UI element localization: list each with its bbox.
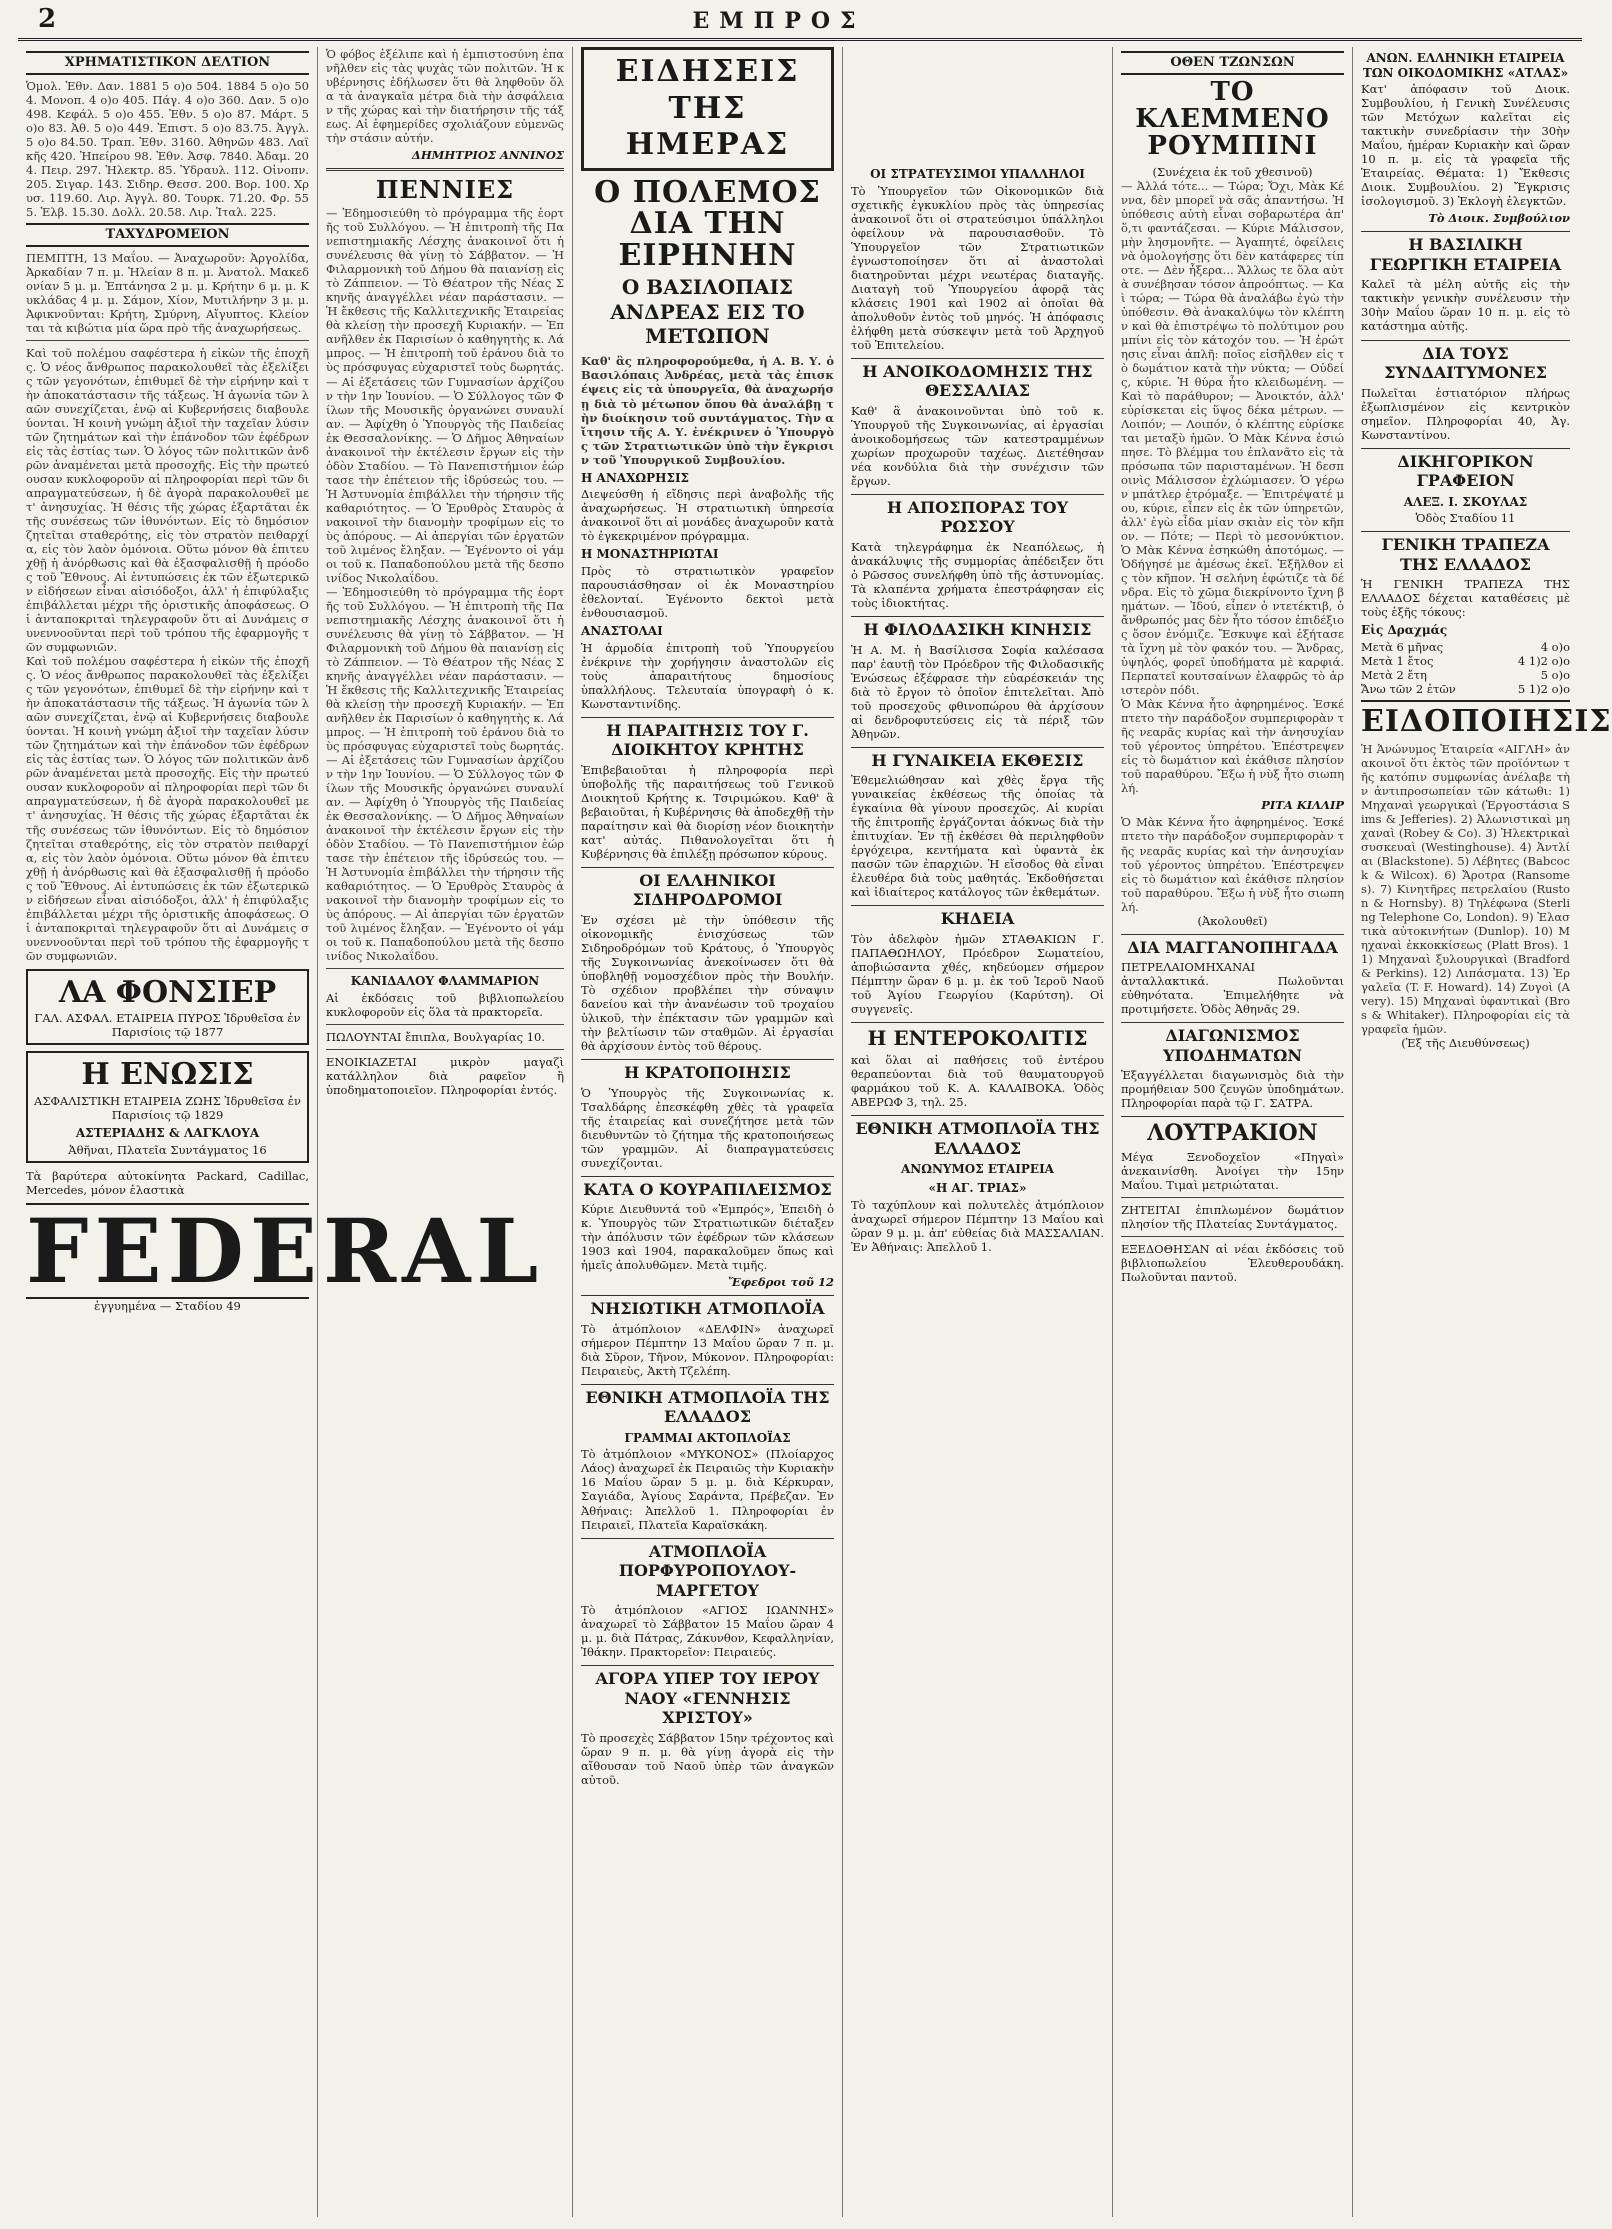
s1-text: Διεψεύσθη ἡ εἴδησις περὶ ἀναβολῆς τῆς ἀναχωρήσεως. Ἡ στρατιωτικὴ ὑπηρεσία ἀνακοινοῖ ὅτι αἱ μονάδες ἀναχωροῦν κατὰ τὸ ἐγκεκριμένον πρόγραμμα. — [581, 487, 834, 544]
divider — [1121, 1197, 1344, 1198]
krat-title: Η ΚΡΑΤΟΠΟΙΗΣΙΣ — [581, 1059, 834, 1083]
s4-title: Η ΦΙΛΟΔΑΣΙΚΗ ΚΙΝΗΣΙΣ — [851, 616, 1104, 640]
column-3 — [573, 47, 843, 2217]
headline-1: Ο ΠΟΛΕΜΟΣ ΔΙΑ ΤΗΝ ΕΙΡΗΝΗΝ — [594, 174, 821, 273]
ship-name: «Η ΑΓ. ΤΡΙΑΣ» — [928, 1181, 1027, 1196]
serial-story-2: Ὁ Μὰκ Κέννα ἦτο ἀφηρημένος. Ἐσκέπτετο τὴν παράδοξον συμπεριφορὰν τῆς νεαρᾶς κυρίας καὶ τὴν ἀνησυχίαν τοῦ γέροντος ὑπηρέτου. Ἐπέστρεψεν εἰς τὸ δωμάτιον καὶ ἐκάθισε πλησίον τοῦ παραθύρου. Ἔξω ἡ νὺξ ἦτο σιωπηλή. — [1121, 815, 1344, 914]
atlas-sign: Τὸ Διοικ. Συμβούλιον — [1428, 211, 1570, 226]
pennies-text: — Ἐδημοσιεύθη τὸ πρόγραμμα τῆς ἑορτῆς τοῦ Συλλόγου. — Ἡ ἐπιτροπὴ τῆς Πανεπιστημιακῆς Λέσχης ἀνακοινοῖ ὅτι ἡ συνέλευσις θὰ γίνῃ τὸ Σάββατον. — Ἡ Φιλαρμονικὴ τοῦ Δήμου θὰ παιανίσῃ εἰς τὸ Ζάππειον. — Τὸ Θέατρον τῆς Νέας Σκηνῆς ἀναγγέλλει νέαν παράστασιν. — Ἡ ἔκθεσις τῆς Καλλιτεχνικῆς Ἑταιρείας θὰ κλείσῃ τὴν προσεχῆ Κυριακήν. — Ἐπανῆλθεν ἐκ Παρισίων ὁ καθηγητὴς κ. Λάμπρος. — Ἡ ἐπιτροπὴ τοῦ ἐράνου διὰ τοὺς πρόσφυγας εὐχαριστεῖ τοὺς δωρητάς. — Αἱ ἐξετάσεις τῶν Γυμνασίων ἀρχίζουν τὴν 1ην Ἰουνίου. — Ὁ Σύλλογος τῶν Φίλων τῆς Μουσικῆς ὀργανώνει συναυλίαν. — Ἀφίχθη ὁ Ὑπουργὸς τῆς Παιδείας ἐκ Θεσσαλονίκης. — Ὁ Δῆμος Ἀθηναίων ἀνακοινοῖ τὴν ἐκτέλεσιν ἔργων εἰς τὴν ὁδὸν Σταδίου. — Τὸ Πανεπιστήμιον ἐώρτασε τὴν ἐπέτειον τῆς ἱδρύσεώς του. — Ἡ Ἀστυνομία ἐπιβάλλει τὴν τήρησιν τῆς καθαριότητος. — Ὁ Ἐρυθρὸς Σταυρὸς ἀνακοινοῖ τὴν διανομὴν τροφίμων εἰς τοὺς ἀπόρους. — Αἱ ἀπεργίαι τῶν ἐργατῶν τοῦ λιμένος ἔληξαν. — Ἐγένοντο οἱ γάμοι τοῦ κ. Παπαδοπούλου μετὰ τῆς δεσποινίδος Νικολαΐδου. — [326, 206, 564, 585]
federal-lead: Τὰ βαρύτερα αὐτοκίνητα Packard, Cadillac, Mercedes, μόνον ἐλαστικὰ — [26, 1168, 309, 1197]
rate-value: 5 1)2 ο)ο — [1517, 682, 1570, 697]
finance-text: Ὁμολ. Ἐθν. Δαν. 1881 5 ο)ο 504. 1884 5 ο)ο 504. Μονοπ. 4 ο)ο 405. Πάγ. 4 ο)ο 360. Δαν. 5 ο)ο 498. Κεφάλ. 5 ο)ο 455. Ἐθν. 5 ο)ο 87. Μάρτ. 5 ο)ο 83. Ἀθ. 5 ο)ο 449. Ἐπιστ. 5 ο)ο 83.75. Ἀγγλ. 5 ο)ο 84.50. Τραπ. Ἐθν. 3160. Ἀθηνῶν 483. Λαϊκῆς 420. Ἠπείρου 98. Ἐθν. Ἀσφ. 7840. Ἀδαμ. 204. Πειρ. 297. Ἡλεκτρ. 85. Ὑδραυλ. 112. Οἰνοπν. 205. Σιγαρ. 143. Σιδηρ. Θεσσ. 200. Βορ. 100. Χρυσ. 119.60. Λιρ. Ἀγγλ. 80. Τουρκ. 71.20. Φρ. 555. Ἑλβ. 15.30. Δολλ. 20.58. Λιρ. Ἰταλ. 225. — [26, 78, 309, 219]
rate-row — [1361, 682, 1570, 696]
post-title: ΤΑΧΥΔΡΟΜΕΙΟΝ — [26, 223, 309, 247]
column-5 — [1113, 47, 1353, 2217]
rate-term: Μετὰ 1 ἔτος — [1361, 653, 1434, 668]
rate-value: 4 ο)ο — [1540, 639, 1570, 654]
divider — [26, 340, 309, 341]
divider — [326, 168, 564, 171]
divider — [326, 1049, 564, 1050]
ship2-sub: ΓΡΑΜΜΑΙ ΑΚΤΟΠΛΟΪΑΣ — [624, 1430, 791, 1445]
s2-text: Πρὸς τὸ στρατιωτικὸν γραφεῖον παρουσιάσθησαν οἱ ἐκ Μοναστηρίου ἐθελονταί. Ἐγένοντο δεκτοὶ μετὰ ἐνθουσιασμοῦ. — [581, 563, 834, 620]
serial-story: — Ἀλλά τότε... — Τώρα; Ὄχι, Μὰκ Κέννα, δὲν μπορεῖ νὰ σᾶς ἀπαντήσω. Ἡ ὑπόθεσις αὐτὴ εἶναι σοβαρωτέρα ἀπ' ὅ,τι φαντάζεσαι. — Κύριε Μάλισσον, μὴν λησμονῆτε. — Ἀγαπητέ, ὀφείλεις νὰ ὁμολογήσῃς ὅτι δὲν κατάφερες τίποτε. — Δὲν ἦξερα... Ἄλλως τε ὅλα αὐτὰ συνέβησαν τόσον ἀπροόπτως. — Καὶ τώρα; — Τώρα θὰ ἀναλάβω ἐγὼ τὴν ὑπόθεσιν. Θὰ ἀνακαλύψω τὸν κλέπτην καὶ θὰ ἐπιστρέψω τὸ πολύτιμον ρουμπίνι εἰς τὸν κάτοχόν του. — Ἡ ἐρώτησις εἶναι ἁπλῆ: ποῖος εἰσῆλθεν εἰς τὸ δωμάτιον κατὰ τὴν νύκτα; — Οὐδείς, κύριε. Ἡ θύρα ἦτο κλειδωμένη. — Καὶ τὸ παράθυρον; — Ἀνοικτόν, ἀλλ' εὑρίσκεται εἰς ὕψος δέκα μέτρων. — Λοιπόν; — Λοιπόν, ὁ κλέπτης εὑρίσκεται μεταξὺ ἡμῶν. Ὁ Μὰκ Κέννα ἐσιώπησε. Τὸ βλέμμα του ἐπλανᾶτο εἰς τὰ πρόσωπα τῶν παρισταμένων. Ἡ δεσποινὶς Μάλισσον ἐχλώμιασεν. Ὁ γέρων μπάτλερ ἐτρόμαξε. — Ἐπιτρέψατέ μου, κύριε, εἶπεν εἰς ἐκ τῶν ὑπηρετῶν, ἀλλ' ἐγὼ εἶδα μίαν σκιὰν εἰς τὸν κῆπον. — Πότε; — Περὶ τὸ μεσονύκτιον. Ὁ Μὰκ Κέννα ἐσηκώθη ἀποτόμως. — Ὁδήγησέ με ἀμέσως ἐκεῖ. Ἐξῆλθον εἰς τὸν κῆπον. Ἡ σελήνη ἐφώτιζε τὰ δένδρα. Εἰς τὸ χῶμα διεκρίνοντο ἴχνη βημάτων. — Ἰδού, εἶπεν ὁ ντετέκτιβ, ὁ ἄνθρωπός μας δὲν ἦτο τόσον ἐπιδέξιος ὅσον ἐνόμιζε. Ἔσκυψε καὶ ἐξήτασε τὰ ἴχνη μὲ τὸν φακόν του. — Ἄνδρας, ὑψηλός, φορεῖ ὑποδήματα μὲ καρφιά. Περπατεῖ κουτσαίνων ἐλαφρῶς τὸ ἀριστερὸν πόδι. — [1121, 178, 1344, 698]
ad1-text: ΓΑΛ. ΑΣΦΑΛ. ΕΤΑΙΡΕΙΑ ΠΥΡΟΣ Ἱδρυθεῖσα ἐν Παρισίοις τῷ 1877 — [34, 1011, 301, 1040]
ad5: ΕΞΕΔΟΘΗΣΑΝ αἱ νέαι ἐκδόσεις τοῦ βιβλιοπωλείου Ἐλευθερουδάκη. Πωλοῦνται παντοῦ. — [1121, 1242, 1344, 1285]
notice1-text: Αἱ ἐκδόσεις τοῦ βιβλιοπωλείου κυκλοφοροῦν εἰς ὅλα τὰ πρακτορεῖα. — [326, 990, 564, 1019]
divider — [326, 1024, 564, 1025]
bank-title: ΓΕΝΙΚΗ ΤΡΑΠΕΖΑ ΤΗΣ ΕΛΛΑΔΟΣ — [1361, 531, 1570, 574]
column-4 — [843, 47, 1113, 2217]
krat-text: Ὁ Ὑπουργὸς τῆς Συγκοινωνίας κ. Τσαλδάρης ἐπεσκέφθη χθὲς τὰ γραφεῖα τῆς ἑταιρείας καὶ συνεζήτησε μετὰ τῶν διευθυντῶν τὸ ζήτημα τῆς κρατοποιήσεως τῶν γραμμῶν. Αἱ διαπραγματεύσεις συνεχίζονται. — [581, 1085, 834, 1170]
church-text: Τὸ προσεχὲς Σάββατον 15ην τρέχοντος καὶ ὥραν 9 π. μ. θὰ γίνῃ ἀγορὰ εἰς τὴν αἴθουσαν τοῦ Ναοῦ ὑπὲρ τῶν ἀναγκῶν αὐτοῦ. — [581, 1730, 834, 1787]
ad1-title: ΛΑ ΦΟΝΣΙΕΡ — [58, 974, 277, 1010]
ship2-title: ΕΘΝΙΚΗ ΑΤΜΟΠΛΟΪΑ ΤΗΣ ΕΛΛΑΔΟΣ — [581, 1384, 834, 1427]
ad2-text: Ἐξαγγέλλεται διαγωνισμὸς διὰ τὴν προμήθειαν 500 ζευγῶν ὑποδημάτων. Πληροφορίαι παρὰ τῷ Γ. ΣΑΤΡΑ. — [1121, 1068, 1344, 1111]
s3-title: ΑΝΑΣΤΟΛΑΙ — [581, 623, 663, 638]
ad2-title: Η ΕΝΩΣΙΣ — [81, 1057, 254, 1093]
agents: ΑΣΤΕΡΙΑΔΗΣ & ΛΑΓΚΛΟΥΑ — [75, 1125, 260, 1140]
notices-title: ΕΙΔΟΠΟΙΗΣΙΣ — [1361, 700, 1570, 738]
law-title: ΔΙΚΗΓΟΡΙΚΟΝ ΓΡΑΦΕΙΟΝ — [1361, 448, 1570, 491]
s2-title: Η ΑΝΟΙΚΟΔΟΜΗΣΙΣ ΤΗΣ ΘΕΣΣΑΛΙΑΣ — [851, 358, 1104, 401]
notice1-title: ΚΑΝΙΔΑΛΟΥ ΦΛΑΜΜΑΡΙΟΝ — [350, 974, 540, 989]
ship1-title: ΝΗΣΙΩΤΙΚΗ ΑΤΜΟΠΛΟΪΑ — [581, 1295, 834, 1319]
syndait-text: Πωλεῖται ἑστιατόριον πλήρως ἐξωπλισμένον εἰς κεντρικὸν σημεῖον. Πληροφορίαι 40, Ἀγ. Κωνσταντίνου. — [1361, 385, 1570, 442]
serial-author: ΡΙΤΑ ΚΙΛΛΙΡ — [1261, 798, 1344, 813]
atlas-title: ΑΝΩΝ. ΕΛΛΗΝΙΚΗ ΕΤΑΙΡΕΙΑ ΤΩΝ ΟΙΚΟΔΟΜΙΚΗΣ «ΑΤΛΑΣ» — [1362, 51, 1569, 80]
masthead — [18, 0, 1582, 41]
s3-text: Ἡ ἁρμοδία ἐπιτροπὴ τοῦ Ὑπουργείου ἐνέκρινε τὴν χορήγησιν ἀναστολῶν εἰς τοὺς ἀπαραιτήτους δημοσίους ὑπαλλήλους. Τελευταία ὑπογραφὴ ὁ κ. Κωνσταντινίδης. — [581, 640, 834, 711]
law-addr: Ὁδὸς Σταδίου 11 — [1415, 511, 1516, 526]
ad1-title: ΔΙΑ ΜΑΓΓΑΝΟΠΗΓΑΔΑ — [1121, 934, 1344, 958]
notices-text: Ἡ Ἀνώνυμος Ἑταιρεία «ΑΙΓΛΗ» ἀνακοινοῖ ὅτι ἐκτὸς τῶν προϊόντων τῆς κατόπιν συμφωνίας ἀνέλαβε τὴν ἀντιπροσωπείαν τῶν κάτωθι: 1) Μηχαναὶ γεωργικαὶ (Ἐργοστάσια Sims & Jefferies). 2) Ἀλωνιστικαὶ μηχαναὶ (Robey & Co). 3) Ἠλεκτρικαὶ συσκευαὶ (Westinghouse). 4) Ἀντλίαι (Blackstone). 5) Λέβητες (Babcock & Wilcox). 6) Ἄροτρα (Ransomes). 7) Κινητῆρες πετρελαίου (Ruston & Hornsby). 8) Τηλέφωνα (Sterling Telephone Co, London). 9) Ἐλαστικὰ αὐτοκινήτων (Dunlop). 10) Μηχαναὶ ἐκκοκκίσεως (Platt Bros). 11) Μηχαναὶ ξυλουργικαὶ (Bradford & Perkins). 12) Λιπάσματα. 13) Ἐργαλεῖα (T. F. Howard). 14) Ζυγοὶ (Avery). 15) Μηχαναὶ ὑφαντικαὶ (Bros & Whitaker). Πληροφορίαι εἰς τὰ γραφεῖα ἡμῶν. — [1361, 741, 1570, 1036]
notices-end: (Ἐξ τῆς Διευθύνσεως) — [1401, 1035, 1530, 1050]
ship2-text: Τὸ ἀτμόπλοιον «ΜΥΚΟΝΟΣ» (Πλοίαρχος Λάος) ἀναχωρεῖ ἐκ Πειραιῶς τὴν Κυριακὴν 16 Μαΐου ὥραν 5 μ. μ. διὰ Κέρκυραν, Σαγιάδα, Ἀγίους Σαράντα, Πρέβεζαν. Ἐν Ἀθήναις: Ἀπελλοῦ 1. Πληροφορίαι ἐν Πειραιεῖ, Πλατεῖα Καραϊσκάκη. — [581, 1447, 834, 1532]
notice2: ΠΩΛΟΥΝΤΑΙ ἔπιπλα, Βουλγαρίας 10. — [326, 1029, 545, 1044]
headline-2: Ο ΒΑΣΙΛΟΠΑΙΣ ΑΝΔΡΕΑΣ ΕΙΣ ΤΟ ΜΕΤΩΠΟΝ — [610, 275, 805, 349]
s1-text: Τὸ Ὑπουργεῖον τῶν Οἰκονομικῶν διὰ σχετικῆς ἐγκυκλίου πρὸς τὰς ὑπηρεσίας ἀνακοινοῖ ὅτι οἱ στρατεύσιμοι ὑπάλληλοι ὀφείλουν νὰ παρουσιασθοῦν. Τὸ Ὑπουργεῖον τῶν Στρατιωτικῶν ἐγνωστοποίησεν ὅτι αἱ ἀναστολαὶ διατηροῦνται μέχρι νεωτέρας διαταγῆς. Διαταγὴ τοῦ Ὑπουργείου ἀφορᾷ τὰς κλάσεις 1901 καὶ 1902 αἱ ὁποῖαι θὰ ἀπολυθοῦν ἐντὸς τοῦ μηνός. Ἡ ἀπόφασις ἐλήφθη μετὰ σύσκεψιν μετὰ τοῦ Ἀρχηγοῦ τοῦ Ἐπιτελείου. — [851, 183, 1104, 352]
ship3-text: Τὸ ἀτμόπλοιον «ΑΓΙΟΣ ΙΩΑΝΝΗΣ» ἀναχωρεῖ τὸ Σάββατον 15 Μαΐου ὥραν 4 μ. μ. διὰ Πάτρας, Ζάκυνθον, Κεφαλληνίαν, Ἰθάκην. Πρακτορεῖον: Πειραιεύς. — [581, 1603, 834, 1660]
s3-text: Κατὰ τηλεγράφημα ἐκ Νεαπόλεως, ἡ ἀνακάλυψις τῆς συμμορίας ἀπέδειξεν ὅτι ὁ Ρῶσσος συνελήφθη ὑπὸ τῆς ἀστυνομίας. Τὰ κλαπέντα χρήματα ἐπεστράφησαν εἰς τοὺς ἰδιοκτήτας. — [851, 539, 1104, 611]
church-title: ΑΓΟΡΑ ΥΠΕΡ ΤΟΥ ΙΕΡΟΥ ΝΑΟΥ «ΓΕΝΝΗΣΙΣ ΧΡΙΣΤΟΥ» — [581, 1665, 834, 1728]
paper-name: ΕΜΠΡΟΣ — [692, 8, 866, 34]
agents-addr: Ἀθῆναι, Πλατεῖα Συντάγματος 16 — [68, 1142, 267, 1157]
s3-title: Η ΑΠΟΣΠΟΡΑΣ ΤΟΥ ΡΩΣΣΟΥ — [851, 494, 1104, 537]
bank-text: Ἡ ΓΕΝΙΚΗ ΤΡΑΠΕΖΑ ΤΗΣ ΕΛΛΑΔΟΣ δέχεται καταθέσεις μὲ τοὺς ἑξῆς τόκους: — [1361, 577, 1570, 620]
federal-sub: ἐγγυημένα — Σταδίου 49 — [94, 1298, 241, 1313]
serial-header: ΟΘΕΝ ΤΖΩΝΣΩΝ — [1121, 51, 1344, 75]
s5-text: Ἐθεμελιώθησαν καὶ χθὲς ἔργα τῆς γυναικείας ἐκθέσεως τῆς ὁποίας τὰ ἐγκαίνια θὰ γίνουν προσεχῶς. Αἱ κυρίαι τῆς ἐπιτροπῆς ἐργάζονται ἀόκνως διὰ τὴν ἐπιτυχίαν. Ἐν τῇ ἐκθέσει θὰ περιληφθοῦν ἐργόχειρα, κεντήματα καὶ ὑφαντὰ ἐκ πασῶν τῶν ἐπαρχιῶν. Ἡ εἴσοδος θὰ εἶναι ἐλευθέρα διὰ τοὺς μαθητάς. Ἐκδοθήσεται καὶ ἰδιαίτερος κατάλογος τῶν ἐκθεμάτων. — [851, 773, 1104, 900]
rate-value: 4 1)2 ο)ο — [1517, 653, 1570, 668]
serial-end: (Ἀκολουθεῖ) — [1197, 913, 1268, 928]
ship-sub: ΑΝΩΝΥΜΟΣ ΕΤΑΙΡΕΙΑ — [901, 1162, 1054, 1177]
columns — [18, 47, 1612, 2217]
kour-text: Κύριε Διευθυντά τοῦ «Ἐμπρός», Ἐπειδὴ ὁ κ. Ὑπουργὸς τῶν Στρατιωτικῶν διέταξεν τὴν ἀπόλυσιν τῶν ἐφέδρων τῶν κλάσεων 1903 καὶ 1904, παρακαλοῦμεν ὅπως καὶ ἡμεῖς ἀπολυθῶμεν. Μετὰ τιμῆς. — [581, 1202, 834, 1273]
obit-title: ΚΗΔΕΙΑ — [851, 905, 1104, 929]
pennies-title: ΠΕΝΝΙΕΣ — [375, 175, 515, 205]
ship1-text: Τὸ ἀτμόπλοιον «ΔΕΛΦΙΝ» ἀναχωρεῖ σήμερον Πέμπτην 13 Μαΐου ὥραν 7 π. μ. διὰ Σῦρον, Τῆνον, Μύκονον. Πληροφορίαι: Πειραιεὺς, Ἀκτὴ Τζελέπη. — [581, 1321, 834, 1378]
serial-story-cont: Ὁ Μὰκ Κέννα ἦτο ἀφηρημένος. Ἐσκέπτετο τὴν παράδοξον συμπεριφορὰν τῆς νεαρᾶς κυρίας καὶ τὴν ἀνησυχίαν τοῦ γέροντος ὑπηρέτου. Ἐπέστρεψεν εἰς τὸ δωμάτιον καὶ ἐκάθισε πλησίον τοῦ παραθύρου. Ἔξω ἡ νὺξ ἦτο σιωπηλή. — [1121, 697, 1344, 796]
law-name: ΑΛΕΞ. Ι. ΣΚΟΥΛΑΣ — [1403, 494, 1528, 509]
s4-text: Ἡ Α. Μ. ἡ Βασίλισσα Σοφία καλέσασα παρ' ἑαυτῇ τὸν Πρόεδρον τῆς Φιλοδασικῆς Ἑνώσεως ἐξέφρασε τὴν εὐαρέσκειάν της διὰ τὸ ἔργον τὸ ὁποῖον ἐπιτελεῖται. Ἀπὸ τοῦ προσεχοῦς φθινοπώρου θὰ ἀρχίσουν αἱ δενδροφυτεύσεις εἰς τὰ πέριξ τῶν Ἀθηνῶν. — [851, 642, 1104, 741]
kour-title: ΚΑΤΑ Ο ΚΟΥΡΑΠΙΛΕΙΣΜΟΣ — [581, 1176, 834, 1200]
ad-la-fonsier — [26, 969, 309, 1046]
finance-title: ΧΡΗΜΑΤΙΣΤΙΚΟΝ ΔΕΛΤΙΟΝ — [26, 51, 309, 75]
s1-title: ΟΙ ΣΤΡΑΤΕΥΣΙΜΟΙ ΥΠΑΛΛΗΛΟΙ — [870, 167, 1085, 181]
federal-logo: FEDERAL — [26, 1198, 545, 1303]
rate-row — [1361, 654, 1570, 668]
ent-title: Η ΕΝΤΕΡΟΚΟΛΙΤΙΣ — [851, 1022, 1104, 1050]
rate-term: Ἄνω τῶν 2 ἐτῶν — [1361, 682, 1456, 697]
s5-title: Η ΓΥΝΑΙΚΕΙΑ ΕΚΘΕΣΙΣ — [851, 747, 1104, 771]
ent-text: καὶ ὅλαι αἱ παθήσεις τοῦ ἐντέρου θεραπεύονται διὰ τοῦ θαυματουργοῦ φαρμάκου τοῦ Κ. Α. ΚΑΛΑΙΒΟΚΑ. Ὁδὸς ΑΒΕΡΩΦ 3, τηλ. 25. — [851, 1053, 1104, 1110]
rate-term: Μετὰ 6 μῆνας — [1361, 639, 1444, 654]
s2-text: Καθ' ἃ ἀνακοινοῦνται ὑπὸ τοῦ κ. Ὑπουργοῦ τῆς Συγκοινωνίας, αἱ ἐργασίαι ἀνοικοδομήσεως τῶν κατεστραμμένων χωρίων προχωροῦν ταχέως. Διετέθησαν νέα κονδύλια διὰ τὴν συνέχισιν τῶν ἔργων. — [851, 403, 1104, 488]
pennies-text-cont: — Ἐδημοσιεύθη τὸ πρόγραμμα τῆς ἑορτῆς τοῦ Συλλόγου. — Ἡ ἐπιτροπὴ τῆς Πανεπιστημιακῆς Λέσχης ἀνακοινοῖ ὅτι ἡ συνέλευσις θὰ γίνῃ τὸ Σάββατον. — Ἡ Φιλαρμονικὴ τοῦ Δήμου θὰ παιανίσῃ εἰς τὸ Ζάππειον. — Τὸ Θέατρον τῆς Νέας Σκηνῆς ἀναγγέλλει νέαν παράστασιν. — Ἡ ἔκθεσις τῆς Καλλιτεχνικῆς Ἑταιρείας θὰ κλείσῃ τὴν προσεχῆ Κυριακήν. — Ἐπανῆλθεν ἐκ Παρισίων ὁ καθηγητὴς κ. Λάμπρος. — Ἡ ἐπιτροπὴ τοῦ ἐράνου διὰ τοὺς πρόσφυγας εὐχαριστεῖ τοὺς δωρητάς. — Αἱ ἐξετάσεις τῶν Γυμνασίων ἀρχίζουν τὴν 1ην Ἰουνίου. — Ὁ Σύλλογος τῶν Φίλων τῆς Μουσικῆς ὀργανώνει συναυλίαν. — Ἀφίχθη ὁ Ὑπουργὸς τῆς Παιδείας ἐκ Θεσσαλονίκης. — Ὁ Δῆμος Ἀθηναίων ἀνακοινοῖ τὴν ἐκτέλεσιν ἔργων εἰς τὴν ὁδὸν Σταδίου. — Τὸ Πανεπιστήμιον ἐώρτασε τὴν ἐπέτειον τῆς ἱδρύσεώς του. — Ἡ Ἀστυνομία ἐπιβάλλει τὴν τήρησιν τῆς καθαριότητος. — Ὁ Ἐρυθρὸς Σταυρὸς ἀνακοινοῖ τὴν διανομὴν τροφίμων εἰς τοὺς ἀπόρους. — Αἱ ἀπεργίαι τῶν ἐργατῶν τοῦ λιμένος ἔληξαν. — Ἐγένοντο οἱ γάμοι τοῦ κ. Παπαδοπούλου μετὰ τῆς δεσποινίδος Νικολαΐδου. — [326, 584, 564, 964]
ship-title: ΕΘΝΙΚΗ ΑΤΜΟΠΛΟΪΑ ΤΗΣ ΕΛΛΑΔΟΣ — [851, 1115, 1104, 1158]
ad3-title: ΛΟΥΤΡΑΚΙΟΝ — [1121, 1116, 1344, 1147]
column-6 — [1353, 47, 1612, 2217]
column-2 — [318, 47, 573, 2217]
atlas-text: Κατ' ἀπόφασιν τοῦ Διοικ. Συμβουλίου, ἡ Γενικὴ Συνέλευσις τῶν Μετόχων καλεῖται εἰς τακτικὴν συνεδρίασιν τὴν 30ὴν Μαΐου, ἡμέραν Κυριακὴν καὶ ὥραν 10 π. μ. εἰς τὰ γραφεῖα τῆς Ἑταιρείας. Θέματα: 1) Ἔκθεσις Διοικ. Συμβουλίου. 2) Ἔγκρισις ἰσολογισμοῦ. 3) Ἐκλογὴ ἐλεγκτῶν. — [1361, 82, 1570, 209]
rail-title: ΟΙ ΕΛΛΗΝΙΚΟΙ ΣΙΔΗΡΟΔΡΟΜΟΙ — [581, 867, 834, 910]
divider — [1121, 1236, 1344, 1237]
ship-text: Τὸ ταχύπλουν καὶ πολυτελὲς ἀτμόπλοιον ἀναχωρεῖ σήμερον Πέμπτην 13 Μαΐου καὶ ὥραν 9 μ. μ. ἀπ' εὐθείας διὰ ΜΑΣΣΑΛΙΑΝ. Ἐν Ἀθήναις: Ἀπελλοῦ 1. — [851, 1197, 1104, 1254]
georgiki-title: Η ΒΑΣΙΛΙΚΗ ΓΕΩΡΓΙΚΗ ΕΤΑΙΡΕΙΑ — [1361, 231, 1570, 274]
ship3-title: ΑΤΜΟΠΛΟΪΑ ΠΟΡΦΥΡΟΠΟΥΛΟΥ-ΜΑΡΓΕΤΟΥ — [581, 1538, 834, 1601]
serial-title: ΤΟ ΚΛΕΜΜΕΝΟ ΡΟΥΜΠΙΝΙ — [1135, 76, 1330, 162]
ad3-text: Μέγα Ξενοδοχεῖον «Πηγαὶ» ἀνεκαινίσθη. Ἀνοίγει τὴν 15ην Μαΐου. Τιμαὶ μετριώταται. — [1121, 1150, 1344, 1193]
kour-sign: Ἔφεδροι τοῦ 12 — [728, 1275, 834, 1290]
ad4: ΖΗΤΕΙΤΑΙ ἐπιπλωμένον δωμάτιον πλησίον τῆς Πλατείας Συντάγματος. — [1121, 1203, 1344, 1232]
divider — [326, 968, 564, 969]
s2-title: Η ΜΟΝΑΣΤΗΡΙΩΤΑΙ — [581, 547, 719, 562]
rate-term: Μετὰ 2 ἔτη — [1361, 668, 1427, 682]
ad-enosis — [26, 1051, 309, 1162]
paraitesis-text: Ἐπιβεβαιοῦται ἡ πληροφορία περὶ ὑποβολῆς τῆς παραιτήσεως τοῦ Γενικοῦ Διοικητοῦ Κρήτης κ. Τσιριμώκου. Καθ' ἃ βεβαιοῦται, ἡ Κυβέρνησις θὰ ἀποδεχθῇ τὴν παραίτησιν καὶ θὰ διορίσῃ νέον διοικητὴν κατ' αὐτάς. Πιθανολογεῖται ὅτι ἡ Κυβέρνησις θὰ ἐπιλέξῃ πρόσωπον κύρους. — [581, 762, 834, 861]
essay-text: Καὶ τοῦ πολέμου σαφέστερα ἡ εἰκὼν τῆς ἐποχῆς. Ὁ νέος ἄνθρωπος παρακολουθεῖ τὰς ἐξελίξεις τῶν γεγονότων, ἐπιθυμεῖ δὲ τὴν εἰρήνην καὶ τὴν ἀποκατάστασιν τῆς τάξεως. Ἡ ἀγωνία τῶν λαῶν συνεχίζεται, ἐνῷ αἱ Κυβερνήσεις διαβουλεύονται. Ἡ κοινὴ γνώμη ἀξιοῖ τὴν ταχεῖαν λύσιν τῶν ζητημάτων καὶ τὴν ἐπάνοδον τῶν ἐφέδρων εἰς τὰς ἑστίας των. Ὁ λόγος τῶν πολιτικῶν ἀνδρῶν ἀναμένεται μετὰ προσοχῆς. Εἰς τὴν πρωτεύουσαν κυκλοφοροῦν αἱ πληροφορίαι περὶ τῶν διαπραγματεύσεων, ἡ δὲ ἀγορὰ παρακολουθεῖ μετ' ἀνησυχίας. Ἡ θέσις τῆς χώρας ἐξαρτᾶται ἐκ τῆς συνέσεως τῶν ἰθυνόντων. Εἰς τὸ δημόσιον ζητεῖται σταθερότης, εἰς τὸν στρατὸν πειθαρχία, εἰς τὸν λαὸν ὁμόνοια. Οὕτω μόνον θὰ ἐπιτευχθῇ ἡ ἀνόρθωσις καὶ θὰ ἐξασφαλισθῇ ἡ πρόοδος τοῦ Ἔθνους. Αἱ ἐντυπώσεις ἐκ τῶν ἐξωτερικῶν εἰδήσεων εἶναι αἰσιόδοξοι, ἀλλ' ἡ ἐπιφύλαξις ἐπιβάλλεται μέχρι τῆς ὁριστικῆς ἀποφάσεως. Οἱ ἀνταποκριταὶ τηλεγραφοῦν ὅτι αἱ Δυνάμεις συνεννοοῦνται περὶ τοῦ τρόπου τῆς ἐφαρμογῆς τῶν συμφωνιῶν. — [26, 345, 309, 655]
serial-sub: (Συνέχεια ἐκ τοῦ χθεσινοῦ) — [1152, 164, 1313, 179]
s1-title: Η ΑΝΑΧΩΡΗΣΙΣ — [581, 470, 690, 485]
rate-row — [1361, 668, 1570, 682]
post-text: ΠΕΜΠΤΗ, 13 Μαΐου. — Ἀναχωροῦν: Ἀργολίδα, Ἀρκαδίαν 7 π. μ. Ἠλείαν 8 π. μ. Ἀνατολ. Μακεδονίαν 5 μ. μ. Ἑπτάνησα 2 μ. μ. Κρήτην 6 μ. μ. Κυκλάδας 4 μ. μ. Σάμον, Χίον, Μυτιλήνην 3 μ. μ. Ἀφικνοῦνται: Κρήτη, Σμύρνη, Αἴγυπτος. Κλείονται τὰ κιβώτια μία ὥρα πρὸ τῆς ἀναχωρήσεως. — [26, 250, 309, 335]
col2-top-text: Ὁ φόβος ἐξέλιπε καὶ ἡ ἐμπιστοσύνη ἐπανῆλθεν εἰς τὰς ψυχὰς τῶν πολιτῶν. Ἡ κυβέρνησις ἐδήλωσεν ὅτι θὰ ληφθοῦν ὅλα τὰ ἀναγκαῖα μέτρα διὰ τὴν ἀσφάλειαν τῆς χώρας καὶ τὴν διατήρησιν τῆς τάξεως. Αἱ ἐφημερίδες σχολιάζουν εὐμενῶς τὴν στάσιν αὐτήν. — [326, 47, 564, 146]
rate-value: 5 ο)ο — [1540, 668, 1570, 682]
rail-text: Ἐν σχέσει μὲ τὴν ὑπόθεσιν τῆς οἰκονομικῆς ἐνισχύσεως τῶν Σιδηροδρόμων τοῦ Κράτους, ὁ Ὑπουργὸς τῆς Συγκοινωνίας ἀνεκοίνωσεν ὅτι θὰ ὑποβληθῇ νομοσχέδιον πρὸς τὴν Βουλήν. Τὸ σχέδιον προβλέπει τὴν σύναψιν δανείου καὶ τὴν ἀνανέωσιν τοῦ τροχαίου ὑλικοῦ, τὴν ἐπέκτασιν τῶν γραμμῶν καὶ τὴν βελτίωσιν τῶν σταθμῶν. Αἱ ἐργασίαι θὰ ἀρχίσουν ἐντὸς τοῦ θέρους. — [581, 912, 834, 1053]
notice3: ΕΝΟΙΚΙΑΖΕΤΑΙ μικρὸν μαγαζὶ κατάλληλον διὰ ραφεῖον ἢ ὑποδηματοποιεῖον. Πληροφορίαι ἐντός. — [326, 1054, 564, 1097]
obit-text: Τὸν ἀδελφὸν ἡμῶν ΣΤΑΘΑΚΙΩΝ Γ. ΠΑΠΑΘΩΗΛΟΥ, Πρόεδρον Σωματείου, ἀποβιώσαντα χθές, κηδεύομεν σήμερον Πέμπτην ὥραν 6 μ. μ. ἐκ τοῦ Ἱεροῦ Ναοῦ τοῦ Ἁγίου Γεωργίου (Καρύτση). Οἱ συγγενεῖς. — [851, 931, 1104, 1016]
col2-signature: ΔΗΜΗΤΡΙΟΣ ΑΝΝΙΝΟΣ — [411, 148, 564, 163]
essay-text-cont: Καὶ τοῦ πολέμου σαφέστερα ἡ εἰκὼν τῆς ἐποχῆς. Ὁ νέος ἄνθρωπος παρακολουθεῖ τὰς ἐξελίξεις τῶν γεγονότων, ἐπιθυμεῖ δὲ τὴν εἰρήνην καὶ τὴν ἀποκατάστασιν τῆς τάξεως. Ἡ ἀγωνία τῶν λαῶν συνεχίζεται, ἐνῷ αἱ Κυβερνήσεις διαβουλεύονται. Ἡ κοινὴ γνώμη ἀξιοῖ τὴν ταχεῖαν λύσιν τῶν ζητημάτων καὶ τὴν ἐπάνοδον τῶν ἐφέδρων εἰς τὰς ἑστίας των. Ὁ λόγος τῶν πολιτικῶν ἀνδρῶν ἀναμένεται μετὰ προσοχῆς. Εἰς τὴν πρωτεύουσαν κυκλοφοροῦν αἱ πληροφορίαι περὶ τῶν διαπραγματεύσεων, ἡ δὲ ἀγορὰ παρακολουθεῖ μετ' ἀνησυχίας. Ἡ θέσις τῆς χώρας ἐξαρτᾶται ἐκ τῆς συνέσεως τῶν ἰθυνόντων. Εἰς τὸ δημόσιον ζητεῖται σταθερότης, εἰς τὸν στρατὸν πειθαρχία, εἰς τὸν λαὸν ὁμόνοια. Οὕτω μόνον θὰ ἐπιτευχθῇ ἡ ἀνόρθωσις καὶ θὰ ἐξασφαλισθῇ ἡ πρόοδος τοῦ Ἔθνους. Αἱ ἐντυπώσεις ἐκ τῶν ἐξωτερικῶν εἰδήσεων εἶναι αἰσιόδοξοι, ἀλλ' ἡ ἐπιφύλαξις ἐπιβάλλεται μέχρι τῆς ὁριστικῆς ἀποφάσεως. Οἱ ἀνταποκριταὶ τηλεγραφοῦν ὅτι αἱ Δυνάμεις συνεννοοῦνται περὶ τοῦ τρόπου τῆς ἐφαρμογῆς τῶν συμφωνιῶν. — [26, 654, 309, 963]
page-number: 2 — [38, 4, 57, 34]
syndait-title: ΔΙΑ ΤΟΥΣ ΣΥΝΔΑΙΤΥΜΟΝΕΣ — [1361, 340, 1570, 383]
ad1-text: ΠΕΤΡΕΛΑΙΟΜΗΧΑΝΑΙ ἀνταλλακτικά. Πωλοῦνται εὐθηνότατα. Ἐπιμελήθητε νὰ προτιμήσετε. Ὁδὸς Ἀθηνᾶς 29. — [1121, 960, 1344, 1017]
paraitesis-title: Η ΠΑΡΑΙΤΗΣΙΣ ΤΟΥ Γ. ΔΙΟΙΚΗΤΟΥ ΚΡΗΤΗΣ — [581, 717, 834, 760]
georgiki-text: Καλεῖ τὰ μέλη αὐτῆς εἰς τὴν τακτικὴν γενικὴν συνέλευσιν τὴν 30ὴν Μαΐου ὥραν 10 π. μ. εἰς τὸ κατάστημα αὐτῆς. — [1361, 277, 1570, 334]
bank-sub: Εἰς Δραχμάς — [1361, 623, 1448, 638]
lead-text: Καθ' ἃς πληροφορούμεθα, ἡ Α. Β. Υ. ὁ Βασιλόπαις Ἀνδρέας, μετὰ τὰς ἐπισκέψεις εἰς τὰ ὑπουργεῖα, θὰ ἀναχωρήσῃ διὰ τὸ μέτωπον ὅπου θὰ ἀναλάβῃ τὴν διοίκησιν τοῦ συντάγματος. Τὴν αἴτησιν τῆς Α. Υ. ἐνέκρινεν ὁ Ὑπουργὸς τῶν Στρατιωτικῶν ὑπὸ τὴν ἔγκρισιν τοῦ Ὑπουργικοῦ Συμβουλίου. — [581, 354, 834, 467]
rate-row — [1361, 640, 1570, 654]
ad2-text: ΑΣΦΑΛΙΣΤΙΚΗ ΕΤΑΙΡΕΙΑ ΖΩΗΣ Ἱδρυθεῖσα ἐν Παρισίοις τῷ 1829 — [34, 1093, 301, 1122]
news-banner: ΕΙΔΗΣΕΙΣ ΤΗΣ ΗΜΕΡΑΣ — [581, 47, 834, 171]
ad2-title: ΔΙΑΓΩΝΙΣΜΟΣ ΥΠΟΔΗΜΑΤΩΝ — [1121, 1022, 1344, 1065]
